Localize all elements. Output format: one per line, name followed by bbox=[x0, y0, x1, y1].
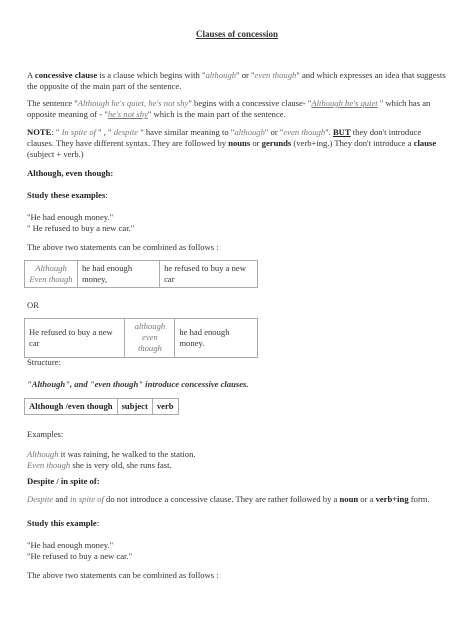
table-cell: he had enough money. bbox=[175, 319, 258, 358]
table-cell: he had enough money, bbox=[78, 261, 160, 288]
example-sentences-2 bbox=[27, 540, 447, 562]
text: is a clause which begins with " bbox=[97, 70, 206, 80]
conjunction-even-though: even though bbox=[137, 332, 162, 354]
combined-note-2: The above two statements can be combined as follows : bbox=[27, 570, 219, 580]
underlined-clause: Although he's quiet bbox=[311, 98, 378, 108]
bold-gerunds: gerunds bbox=[261, 138, 292, 149]
colon: : bbox=[96, 518, 100, 528]
bold-but: BUT bbox=[332, 127, 351, 137]
example-line: "He had enough money." bbox=[27, 540, 114, 550]
italic-even-though: even though bbox=[283, 127, 326, 137]
italic-even-though: even though bbox=[254, 70, 297, 80]
page-title: Clauses of concession bbox=[195, 29, 278, 39]
example-line: "He refused to buy a new car." bbox=[27, 551, 133, 562]
text: and bbox=[53, 494, 70, 504]
text: " have similar meaning to " bbox=[138, 127, 235, 137]
table-cell: He refused to buy a new car bbox=[25, 319, 125, 358]
table-cell: verb bbox=[152, 399, 178, 415]
text: " begins with a concessive clause- " bbox=[188, 98, 312, 108]
conjunction-although: although bbox=[134, 321, 166, 331]
heading-despite-in-spite-of: Despite / in spite of: bbox=[27, 476, 100, 486]
text: or a bbox=[358, 494, 376, 504]
text: : " bbox=[51, 127, 62, 137]
text: " and which expresses an idea that suggests the opposite of the main part of the sentence. bbox=[27, 70, 446, 92]
bold-verb-ing: verb+ing bbox=[375, 494, 409, 504]
italic-although: although bbox=[234, 127, 265, 137]
heading-text: Study this example bbox=[27, 518, 97, 528]
italic-in-spite-of: In spite of bbox=[61, 127, 96, 137]
colon: : bbox=[105, 190, 108, 200]
term-concessive-clause: concessive clause bbox=[34, 70, 98, 80]
text: do not introduce a concessive clause. They are rather followed by a bbox=[103, 494, 340, 504]
combination-table-1 bbox=[24, 260, 258, 288]
text: ". bbox=[325, 127, 333, 137]
table-cell: Although /even though bbox=[25, 399, 118, 415]
note-paragraph bbox=[27, 127, 447, 161]
italic-in-spite-of: in spite of bbox=[69, 494, 104, 504]
text: or bbox=[250, 138, 262, 149]
heading-study-example bbox=[27, 518, 447, 529]
text: she is very old, she runs fast. bbox=[70, 460, 172, 471]
text: they don't introduce clauses. They have different syntax. They are followed by bbox=[27, 127, 422, 149]
combined-note-1: The above two statements can be combined as follows : bbox=[27, 242, 219, 252]
structure-label: Structure: bbox=[27, 357, 61, 367]
conjunction-even-though: Even though bbox=[29, 274, 73, 285]
table-cell-conjunctions bbox=[125, 319, 175, 358]
text: it was raining, he walked to the station. bbox=[58, 449, 196, 459]
italic-although: although bbox=[205, 70, 237, 80]
table-row bbox=[25, 261, 258, 288]
text: (verb+ing.) They don't introduce a bbox=[291, 138, 414, 149]
combination-table-2 bbox=[24, 318, 258, 358]
text: " which is the main part of the sentence. bbox=[147, 109, 286, 120]
structure-table bbox=[24, 398, 179, 415]
table-cell-conjunctions bbox=[25, 261, 78, 288]
text: (subject + verb.) bbox=[27, 149, 84, 160]
example-line: " He refused to buy a new car." bbox=[27, 223, 135, 234]
bold-clause: clause bbox=[413, 138, 437, 149]
example-sentence-paragraph bbox=[27, 98, 447, 120]
italic-even-though: Even though bbox=[27, 460, 71, 471]
text: The sentence " bbox=[27, 98, 78, 108]
example-line bbox=[27, 449, 447, 460]
note-label: NOTE bbox=[27, 127, 52, 137]
text: " which has an opposite meaning of - " bbox=[27, 98, 431, 120]
heading-study-examples bbox=[27, 190, 447, 201]
conjunction-although: Although bbox=[35, 263, 67, 273]
intro-statement: "Although", and "even though" introduce concessive clauses. bbox=[27, 379, 249, 389]
text: " , " bbox=[95, 127, 114, 137]
bold-nouns: nouns bbox=[228, 138, 251, 149]
italic-although: Although bbox=[27, 449, 59, 459]
italic-despite: Despite bbox=[27, 494, 54, 504]
examples-block bbox=[27, 449, 447, 471]
table-row bbox=[25, 319, 258, 358]
text: " or " bbox=[236, 70, 255, 80]
bold-noun: noun bbox=[339, 494, 359, 504]
or-label: OR bbox=[27, 300, 39, 310]
text: A bbox=[27, 70, 35, 80]
heading-text: Study these examples bbox=[27, 190, 106, 200]
examples-label: Examples: bbox=[27, 429, 64, 439]
text: form. bbox=[408, 494, 430, 504]
heading-although-even-though: Although, even though: bbox=[27, 168, 114, 178]
example-sentences bbox=[27, 212, 447, 234]
example-line bbox=[27, 460, 447, 471]
table-row bbox=[25, 399, 179, 415]
example-line: "He had enough money." bbox=[27, 212, 114, 222]
table-cell: subject bbox=[117, 399, 152, 415]
underlined-main-clause: he's not shy bbox=[107, 109, 148, 120]
italic-sentence: Although he's quiet, he's not shy bbox=[77, 98, 189, 108]
italic-despite: despite bbox=[113, 127, 139, 137]
concessive-clause-definition bbox=[27, 70, 447, 92]
text: " or " bbox=[264, 127, 284, 137]
despite-paragraph bbox=[27, 494, 447, 505]
table-cell: he refused to buy a new car bbox=[160, 261, 258, 288]
